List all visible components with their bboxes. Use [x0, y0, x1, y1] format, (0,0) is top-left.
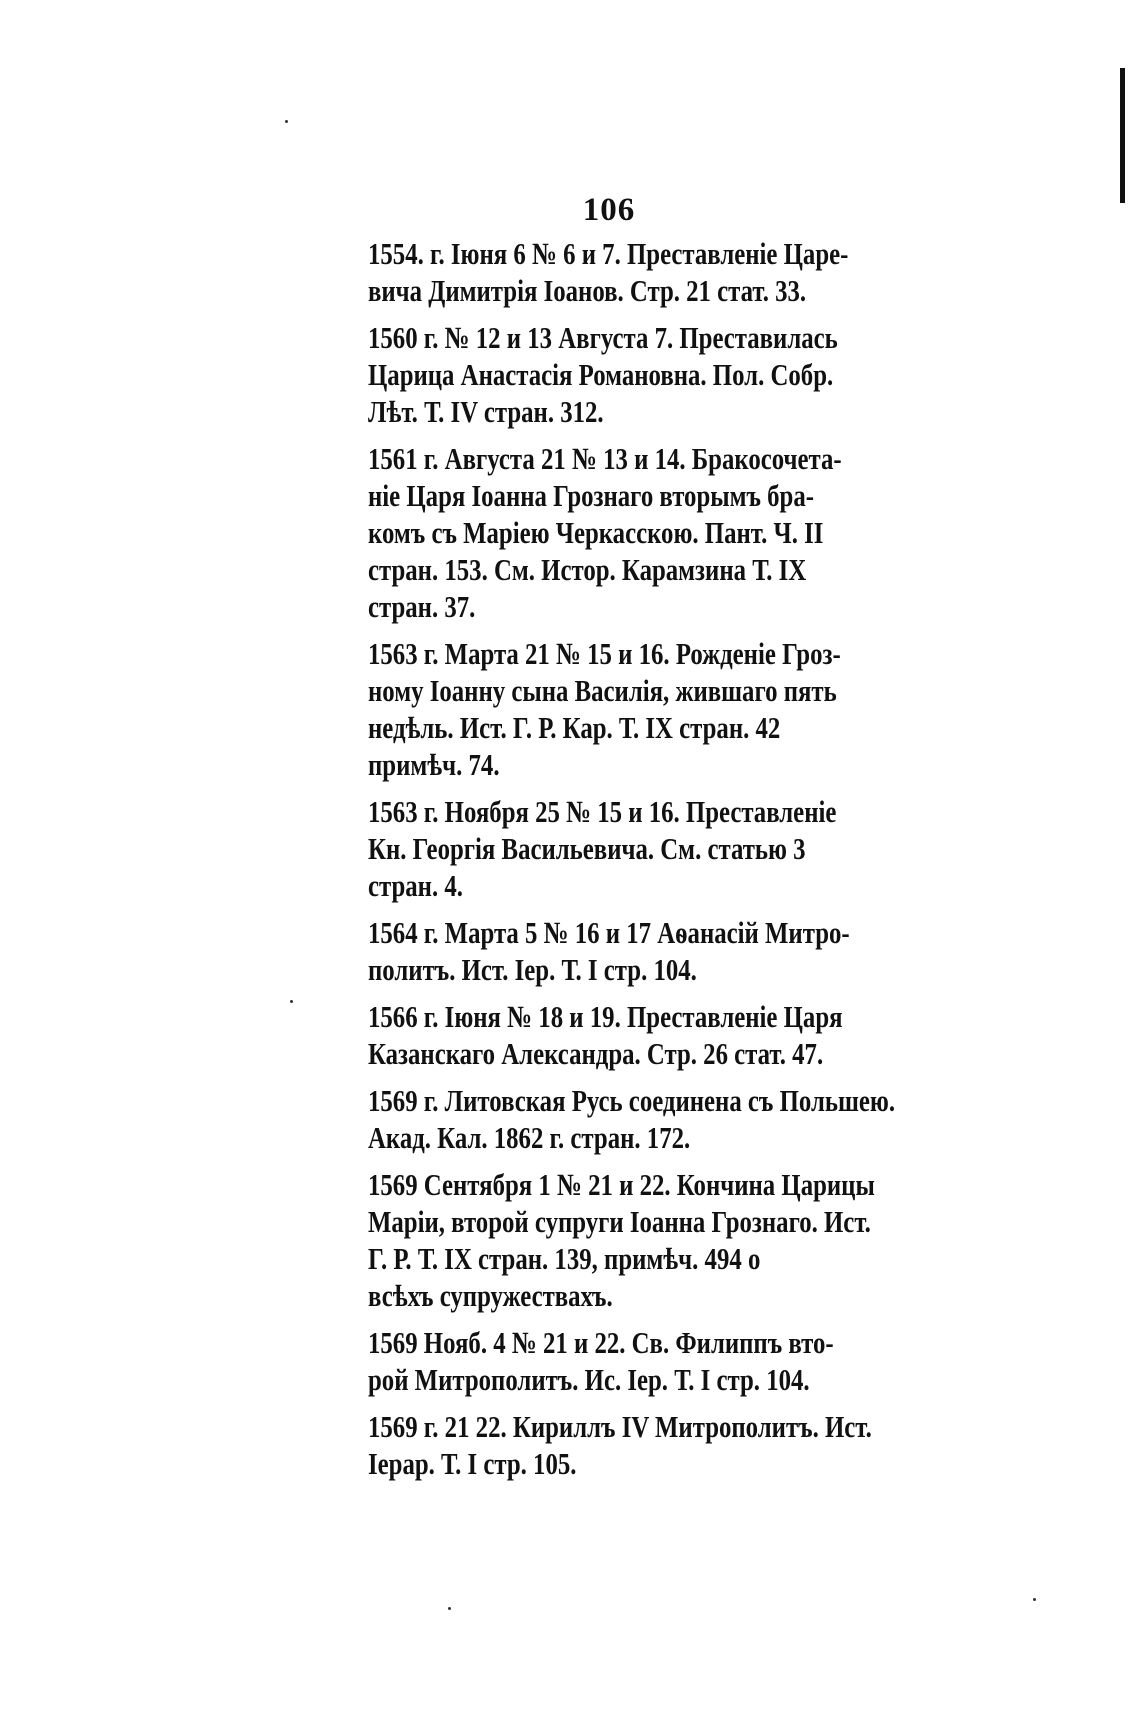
- entry-1569-kirill: [368, 1408, 1039, 1482]
- entry-line: Казанскаго Александра. Стр. 26 стат. 47.: [368, 1036, 824, 1071]
- paper-speck: [285, 120, 288, 123]
- page-edge-mark: [1120, 68, 1125, 203]
- entry-line: Г. Р. Т. IX стран. 139, примѣч. 494 о: [368, 1241, 761, 1276]
- entry-line: политъ. Ист. Іер. Т. I стр. 104.: [368, 952, 697, 987]
- entry-line: стран. 153. См. Истор. Карамзина Т. IX: [368, 552, 807, 587]
- entry-line: Лѣт. Т. IV стран. 312.: [368, 394, 604, 429]
- entry-line: 1563 г. Ноября 25 № 15 и 16. Преставленіе: [368, 794, 837, 829]
- entry-1569-lithuania: [368, 1082, 1039, 1156]
- entry-line: стран. 37.: [368, 589, 476, 624]
- entry-line: 1563 г. Марта 21 № 15 и 16. Рожденіе Гроз-: [368, 636, 841, 671]
- chronology-entries: [368, 235, 980, 1492]
- entry-line: недѣль. Ист. Г. Р. Кар. Т. IX стран. 42: [368, 710, 781, 745]
- entry-line: Кн. Георгія Васильевича. См. статью 3: [368, 831, 806, 866]
- entry-line: Маріи, второй супруги Іоанна Грознаго. Ист.: [368, 1204, 871, 1239]
- entry-line: ному Іоанну сына Василія, жившаго пять: [368, 673, 837, 708]
- page-number: 106: [582, 192, 636, 228]
- entry-1554: [368, 235, 1039, 309]
- entry-line: ніе Царя Іоанна Грознаго вторымъ бра-: [368, 478, 815, 513]
- entry-1569-september: [368, 1166, 1039, 1314]
- entry-line: 1564 г. Марта 5 № 16 и 17 Аѳанасій Митро-: [368, 915, 850, 950]
- paper-speck: [1033, 1598, 1036, 1601]
- entry-line: Акад. Кал. 1862 г. стран. 172.: [368, 1120, 691, 1155]
- entry-line: комъ съ Маріею Черкасскою. Пант. Ч. II: [368, 515, 824, 550]
- entry-line: 1566 г. Іюня № 18 и 19. Преставленіе Царя: [368, 999, 843, 1034]
- entry-1569-november: [368, 1324, 1039, 1398]
- entry-line: Царица Анастасія Романовна. Пол. Собр.: [368, 357, 834, 392]
- entry-line: примѣч. 74.: [368, 747, 500, 782]
- entry-1560: [368, 319, 1039, 430]
- entry-1566: [368, 998, 1039, 1072]
- entry-line: вича Димитрія Іоанов. Стр. 21 стат. 33.: [368, 273, 807, 308]
- entry-line: 1561 г. Августа 21 № 13 и 14. Бракосочета-: [368, 441, 842, 476]
- entry-line: 1569 Нояб. 4 № 21 и 22. Св. Филиппъ вто-: [368, 1325, 834, 1360]
- entry-line: стран. 4.: [368, 868, 463, 903]
- entry-line: всѣхъ супружествахъ.: [368, 1278, 613, 1313]
- entry-line: 1569 г. Литовская Русь соединена съ Польшею.: [368, 1083, 896, 1118]
- entry-line: 1569 Сентября 1 № 21 и 22. Кончина Царицы: [368, 1167, 875, 1202]
- entry-line: 1569 г. 21 22. Кириллъ IV Митрополитъ. Ист.: [368, 1409, 872, 1444]
- paper-speck: [290, 1000, 293, 1003]
- paper-speck: [448, 1607, 451, 1610]
- entry-line: 1554. г. Іюня 6 № 6 и 7. Преставленіе Царе-: [368, 236, 849, 271]
- entry-line: рой Митрополитъ. Ис. Іер. Т. I стр. 104.: [368, 1362, 810, 1397]
- entry-1563-march: [368, 635, 1039, 783]
- entry-1563-november: [368, 793, 1039, 904]
- entry-line: Іерар. Т. I стр. 105.: [368, 1446, 577, 1481]
- entry-line: 1560 г. № 12 и 13 Августа 7. Преставилась: [368, 320, 838, 355]
- entry-1564: [368, 914, 1039, 988]
- entry-1561: [368, 440, 1039, 625]
